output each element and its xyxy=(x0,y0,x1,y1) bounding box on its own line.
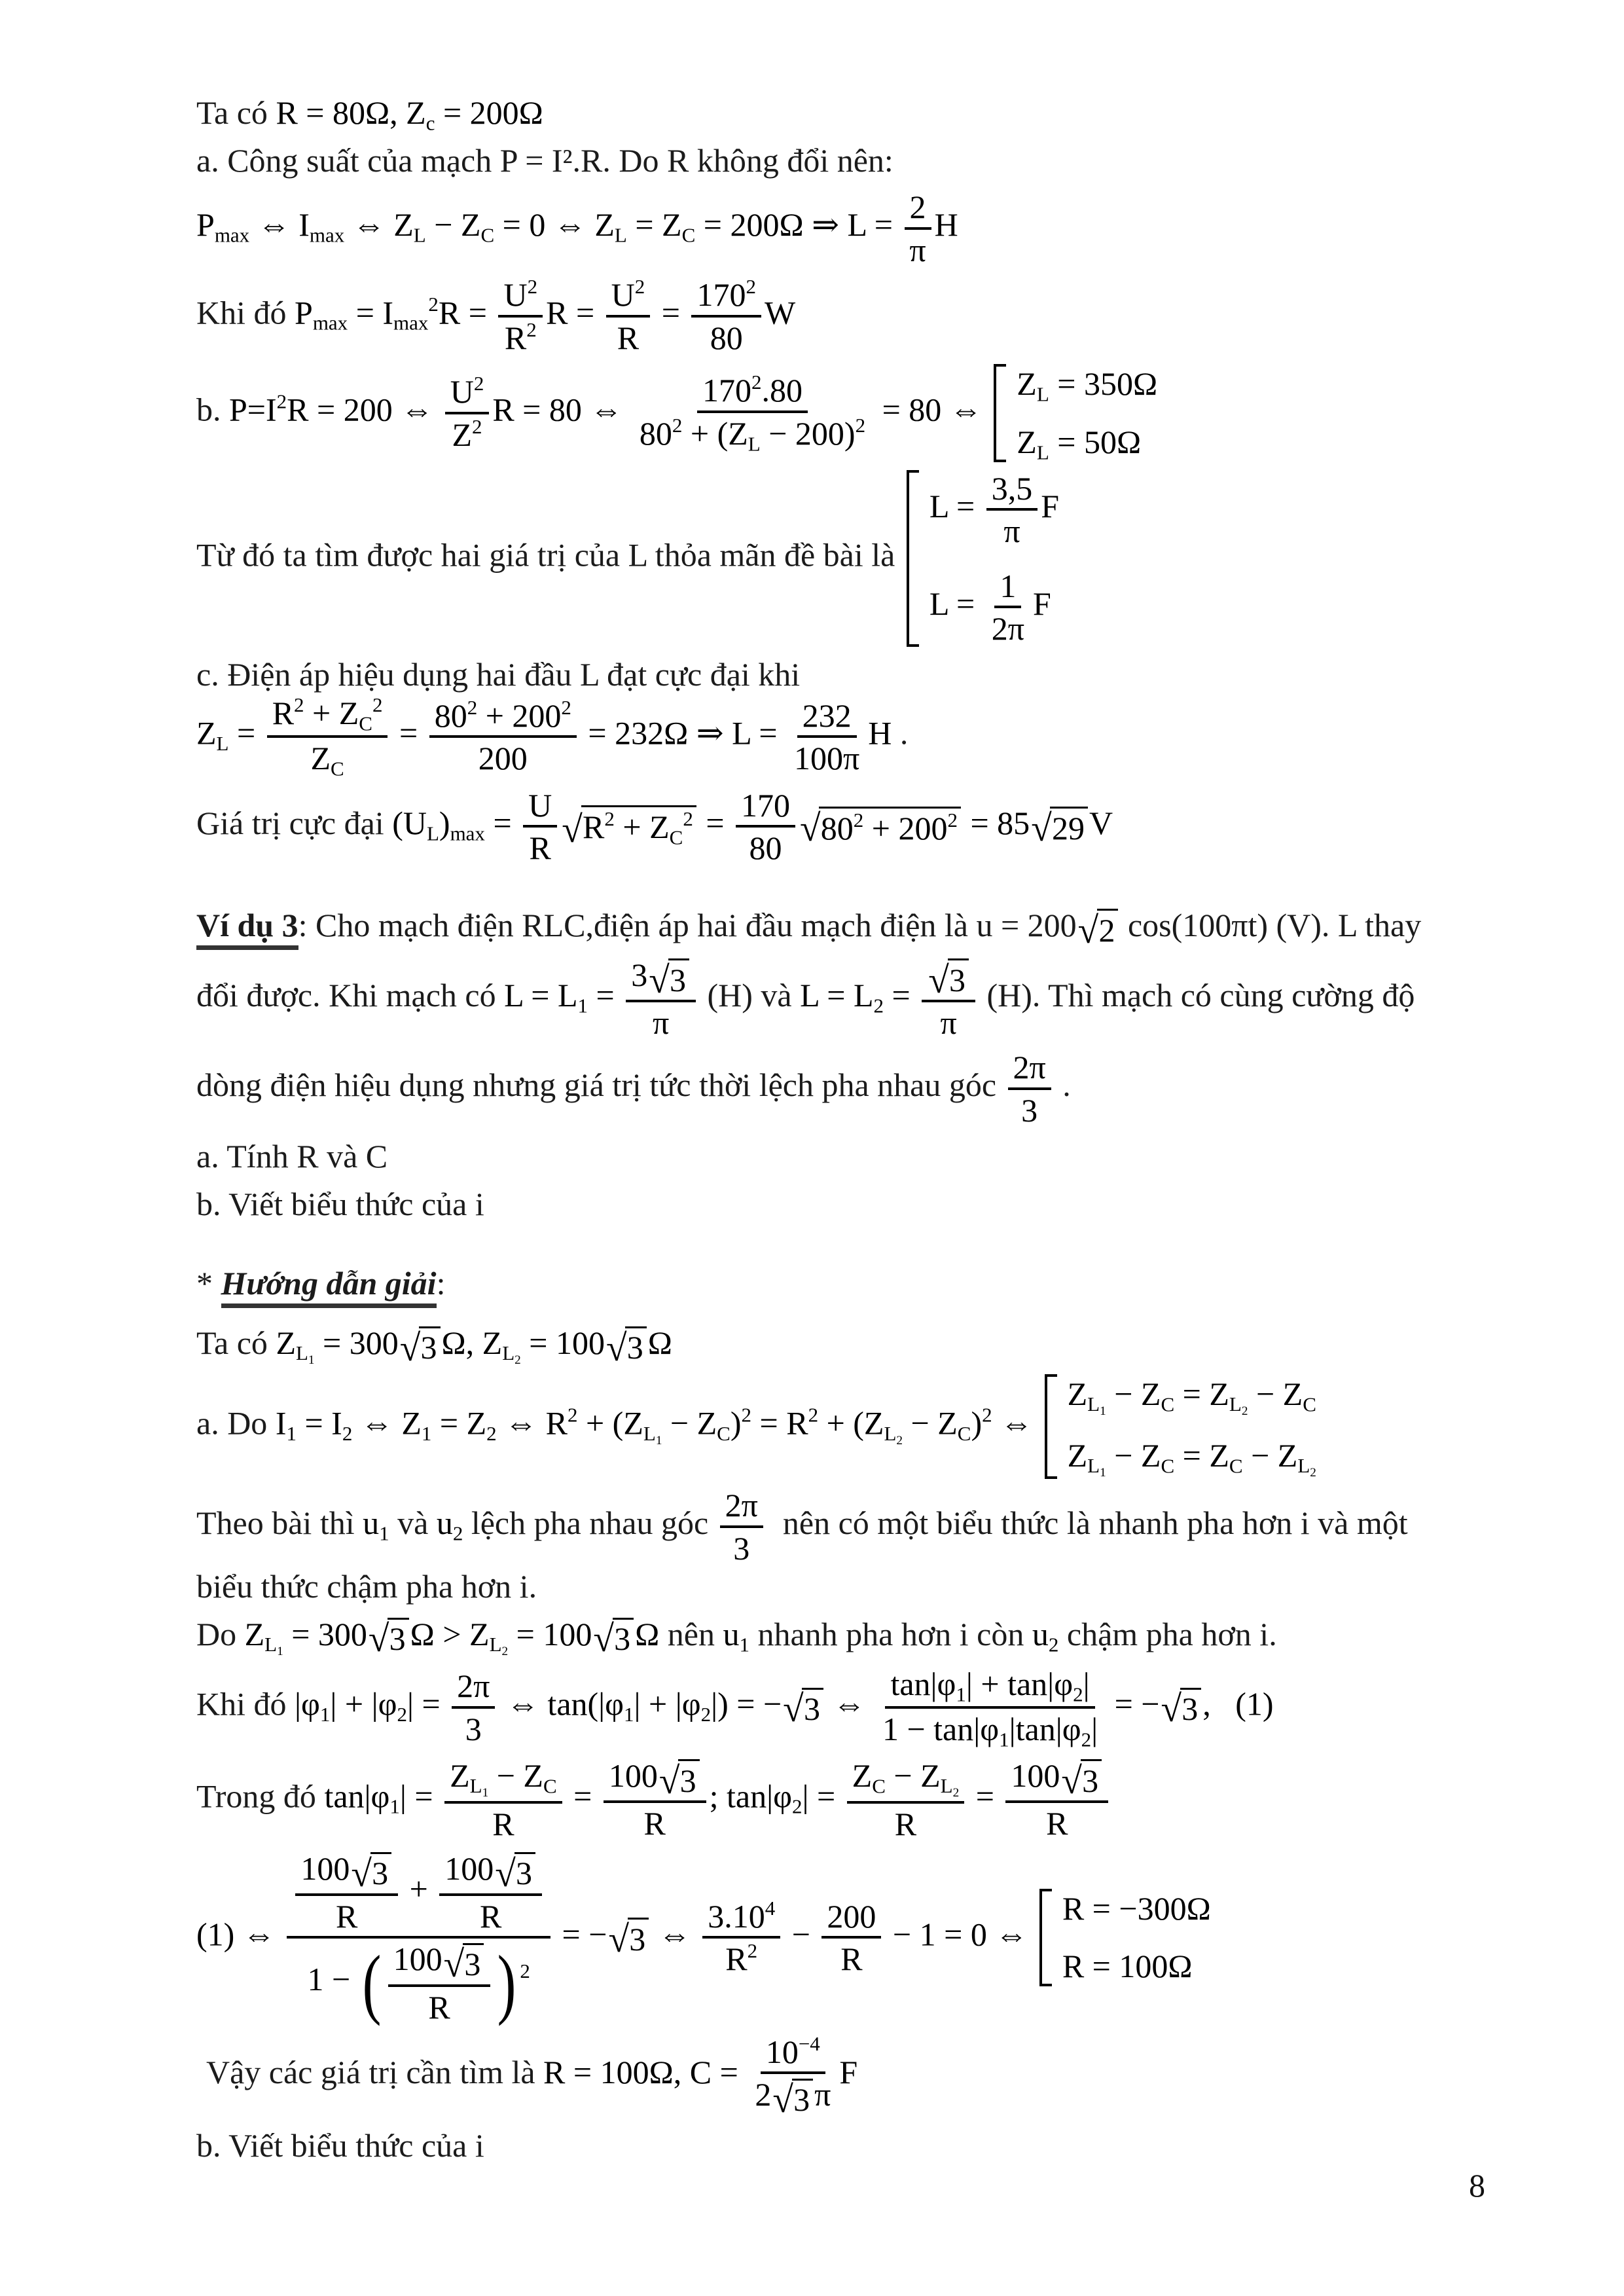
text-run: Ta có xyxy=(196,1324,276,1361)
text-run: b. xyxy=(196,391,229,428)
formula: (UL)max = $\frac{U}{R}$ √ $R^2 + ZC^2$ = $\frac{170}{80}$ √ $80^2 + 200^2$ = 85 √ 29 V xyxy=(392,786,1113,867)
text-run: cos(100πt) (V). L thay xyxy=(1119,907,1422,944)
formula: ZL = $\frac{R^2 + ZC^2}{ZC}$ = $\frac{80^2 + 200^2}{200}$ = 232Ω ⇒ L = $\frac{232}{100\pi}$ H xyxy=(196,693,892,780)
line-ta-co-1 xyxy=(196,93,1451,133)
text-run: Từ đó ta tìm được hai giá trị của L thỏa mãn đề bài là xyxy=(196,536,903,574)
text-run: . xyxy=(1054,1066,1071,1104)
line-b-viet-2 xyxy=(196,2126,1451,2166)
document-content xyxy=(196,93,1451,2166)
formula: Pmax = Imax$^2$R = $\frac{U^2}{R^2}$ R = $\frac{U^2}{R}$ = $\frac{170^2}{80}$ W xyxy=(295,274,796,356)
text-run: Trong đó xyxy=(196,1777,325,1815)
text-run: a. Tính R và C xyxy=(196,1137,388,1175)
line-khi-do-1 xyxy=(196,276,1451,356)
formula: √ 2 xyxy=(1077,905,1120,949)
line-b-viet-1 xyxy=(196,1184,1451,1224)
line-dong-dien xyxy=(196,1049,1451,1129)
text-run: c. Điện áp hiệu dụng hai đầu L đạt cực đại khi xyxy=(196,656,808,693)
formula: tan|φ1| = $\frac{ZL1 - ZC}{R}$ = 100 √ 3 R ; tan|φ2| = $\frac{ZC - ZL2}{R}$ = 100 √ 3 R xyxy=(324,1757,1111,1842)
text-run: nên xyxy=(659,1615,723,1652)
line-a-do xyxy=(196,1374,1451,1479)
text-run: Ta có xyxy=(196,94,276,131)
line-khi-do-2 xyxy=(196,1666,1451,1749)
line-theo-bai xyxy=(196,1487,1451,1607)
text-run: Vậy các giá trị cần tìm là xyxy=(206,2053,544,2090)
text-run: a. Do xyxy=(196,1404,276,1442)
formula: u2 xyxy=(1032,1615,1059,1656)
text-run: đổi được. Khi mạch có xyxy=(196,977,505,1014)
formula: (1) ⇔ 100 √ 3 R + 100 √ 3 R 1 − ( 100 √ 3 R ) $^2$ = − √ 3 ⇔ $\frac{3.10^4}{R^2}$ − $\frac{200}{R}$ − 1 = 0 ⇔ R = −300Ω R = 100Ω xyxy=(196,1850,1211,2027)
formula: $\frac{2\pi}{3}$ xyxy=(1005,1049,1055,1129)
formula: Pmax ⇔ Imax ⇔ ZL − ZC = 0 ⇔ ZL = ZC = 200Ω ⇒ L = $\frac{2}{\pi}$ H xyxy=(196,189,958,268)
heading-huong-dan-giai: Hướng dẫn giải xyxy=(221,1265,437,1308)
formula: L = $\frac{3,5}{\pi}$ F L = $\frac{1}{2\pi}$ F xyxy=(903,470,1062,647)
text-run: b. Viết biểu thức của i xyxy=(196,2127,484,2164)
line-pmax-chain xyxy=(196,189,1451,268)
line-a-tinh xyxy=(196,1137,1451,1176)
text-run: * xyxy=(196,1264,221,1302)
formula: u1 xyxy=(363,1504,389,1545)
text-run: Giá trị cực đại xyxy=(196,804,393,841)
line-c-dien-ap xyxy=(196,655,1451,778)
text-run: nên có một biểu thức là nhanh pha hơn i và một biểu thức chậm pha hơn i. xyxy=(196,1504,1416,1605)
line-ta-co-2 xyxy=(196,1323,1451,1369)
formula: R = 100Ω, C = $10^{-4}$ 2 √ 3 π F xyxy=(543,2032,858,2121)
text-run: (H). Thì mạch có cùng cường độ xyxy=(979,977,1415,1014)
line-vay xyxy=(196,2033,1451,2119)
text-run: chậm pha hơn i. xyxy=(1058,1615,1277,1652)
formula: ZL1 = 300 √ 3 Ω > ZL2 = 100 √ 3 Ω xyxy=(244,1615,660,1660)
formula: L = L2 = √ 3 π xyxy=(800,957,979,1041)
text-run: Theo bài thì xyxy=(196,1504,363,1542)
text-run: Khi đó xyxy=(196,294,295,331)
formula: L = L1 = 3 √ 3 π xyxy=(504,957,699,1041)
line-gia-tri-cuc-dai xyxy=(196,787,1451,867)
line-do-zl xyxy=(196,1614,1451,1658)
text-run: : xyxy=(436,1264,446,1302)
text-run: Do xyxy=(196,1615,245,1652)
text-run: dòng điện hiệu dụng nhưng giá trị tức thời lệch pha nhau góc xyxy=(196,1066,1005,1104)
line-a-cong-suat xyxy=(196,141,1451,181)
text-run: : Cho mạch điện RLC,điện áp hai đầu mạch điện là u = 200 xyxy=(298,907,1077,944)
formula: R = 80Ω, Zc = 200Ω xyxy=(276,94,543,135)
text-run: lệch pha nhau góc xyxy=(463,1504,717,1542)
line-eq-1 xyxy=(196,1850,1451,2026)
line-huong-dan xyxy=(196,1264,1451,1303)
text-run: nhanh pha hơn i còn xyxy=(749,1615,1032,1652)
line-tu-do xyxy=(196,470,1451,647)
heading-vi-du-3: Ví dụ 3 xyxy=(196,907,298,950)
page-number: 8 xyxy=(1469,2167,1485,2204)
line-doi-duoc xyxy=(196,957,1451,1041)
formula: $P=I^2R = 200$ ⇔ $\frac{U^2}{Z^2}$ R = 80 ⇔ $\frac{170^2.80}{80^2 + (ZL - 200)^2}$ = 80 ⇔ ZL = 350Ω ZL = 50Ω xyxy=(229,365,1158,464)
text-run: . xyxy=(892,714,909,752)
formula: $\frac{2\pi}{3}$ xyxy=(717,1487,767,1567)
formula: u1 xyxy=(723,1615,749,1656)
text-run: b. Viết biểu thức của i xyxy=(196,1185,484,1222)
formula: I1 = I2 ⇔ Z1 = Z2 ⇔ $R^2 + (ZL1 - ZC)^2 = R^2 + (ZL2 - ZC)^2$ ⇔ ZL1 − ZC = ZL2 − ZC ZL1 − ZC = ZC − ZL2 xyxy=(275,1375,1316,1480)
line-vi-du-3 xyxy=(196,905,1451,952)
formula: ZL1 = 300 √ 3 Ω, ZL2 = 100 √ 3 Ω xyxy=(276,1324,672,1369)
line-b-equation xyxy=(196,364,1451,462)
formula: u2 xyxy=(436,1504,463,1545)
text-run: a. Công suất của mạch P = I².R. Do R không đổi nên: xyxy=(196,142,893,179)
text-run: và xyxy=(389,1504,437,1542)
text-run: Khi đó xyxy=(196,1685,295,1722)
line-trong-do xyxy=(196,1757,1451,1842)
formula: |φ1| + |φ2| = $\frac{2\pi}{3}$ ⇔ tan(|φ1| + |φ2|) = − √ 3 ⇔ $\frac{\tan|\varphi 1| + \tan|\varphi 2|}{1 - \tan|\varphi 1|\tan|\varphi 2|}$ = − √ 3 , (1) xyxy=(295,1665,1274,1751)
text-run: (H) và xyxy=(699,977,801,1014)
